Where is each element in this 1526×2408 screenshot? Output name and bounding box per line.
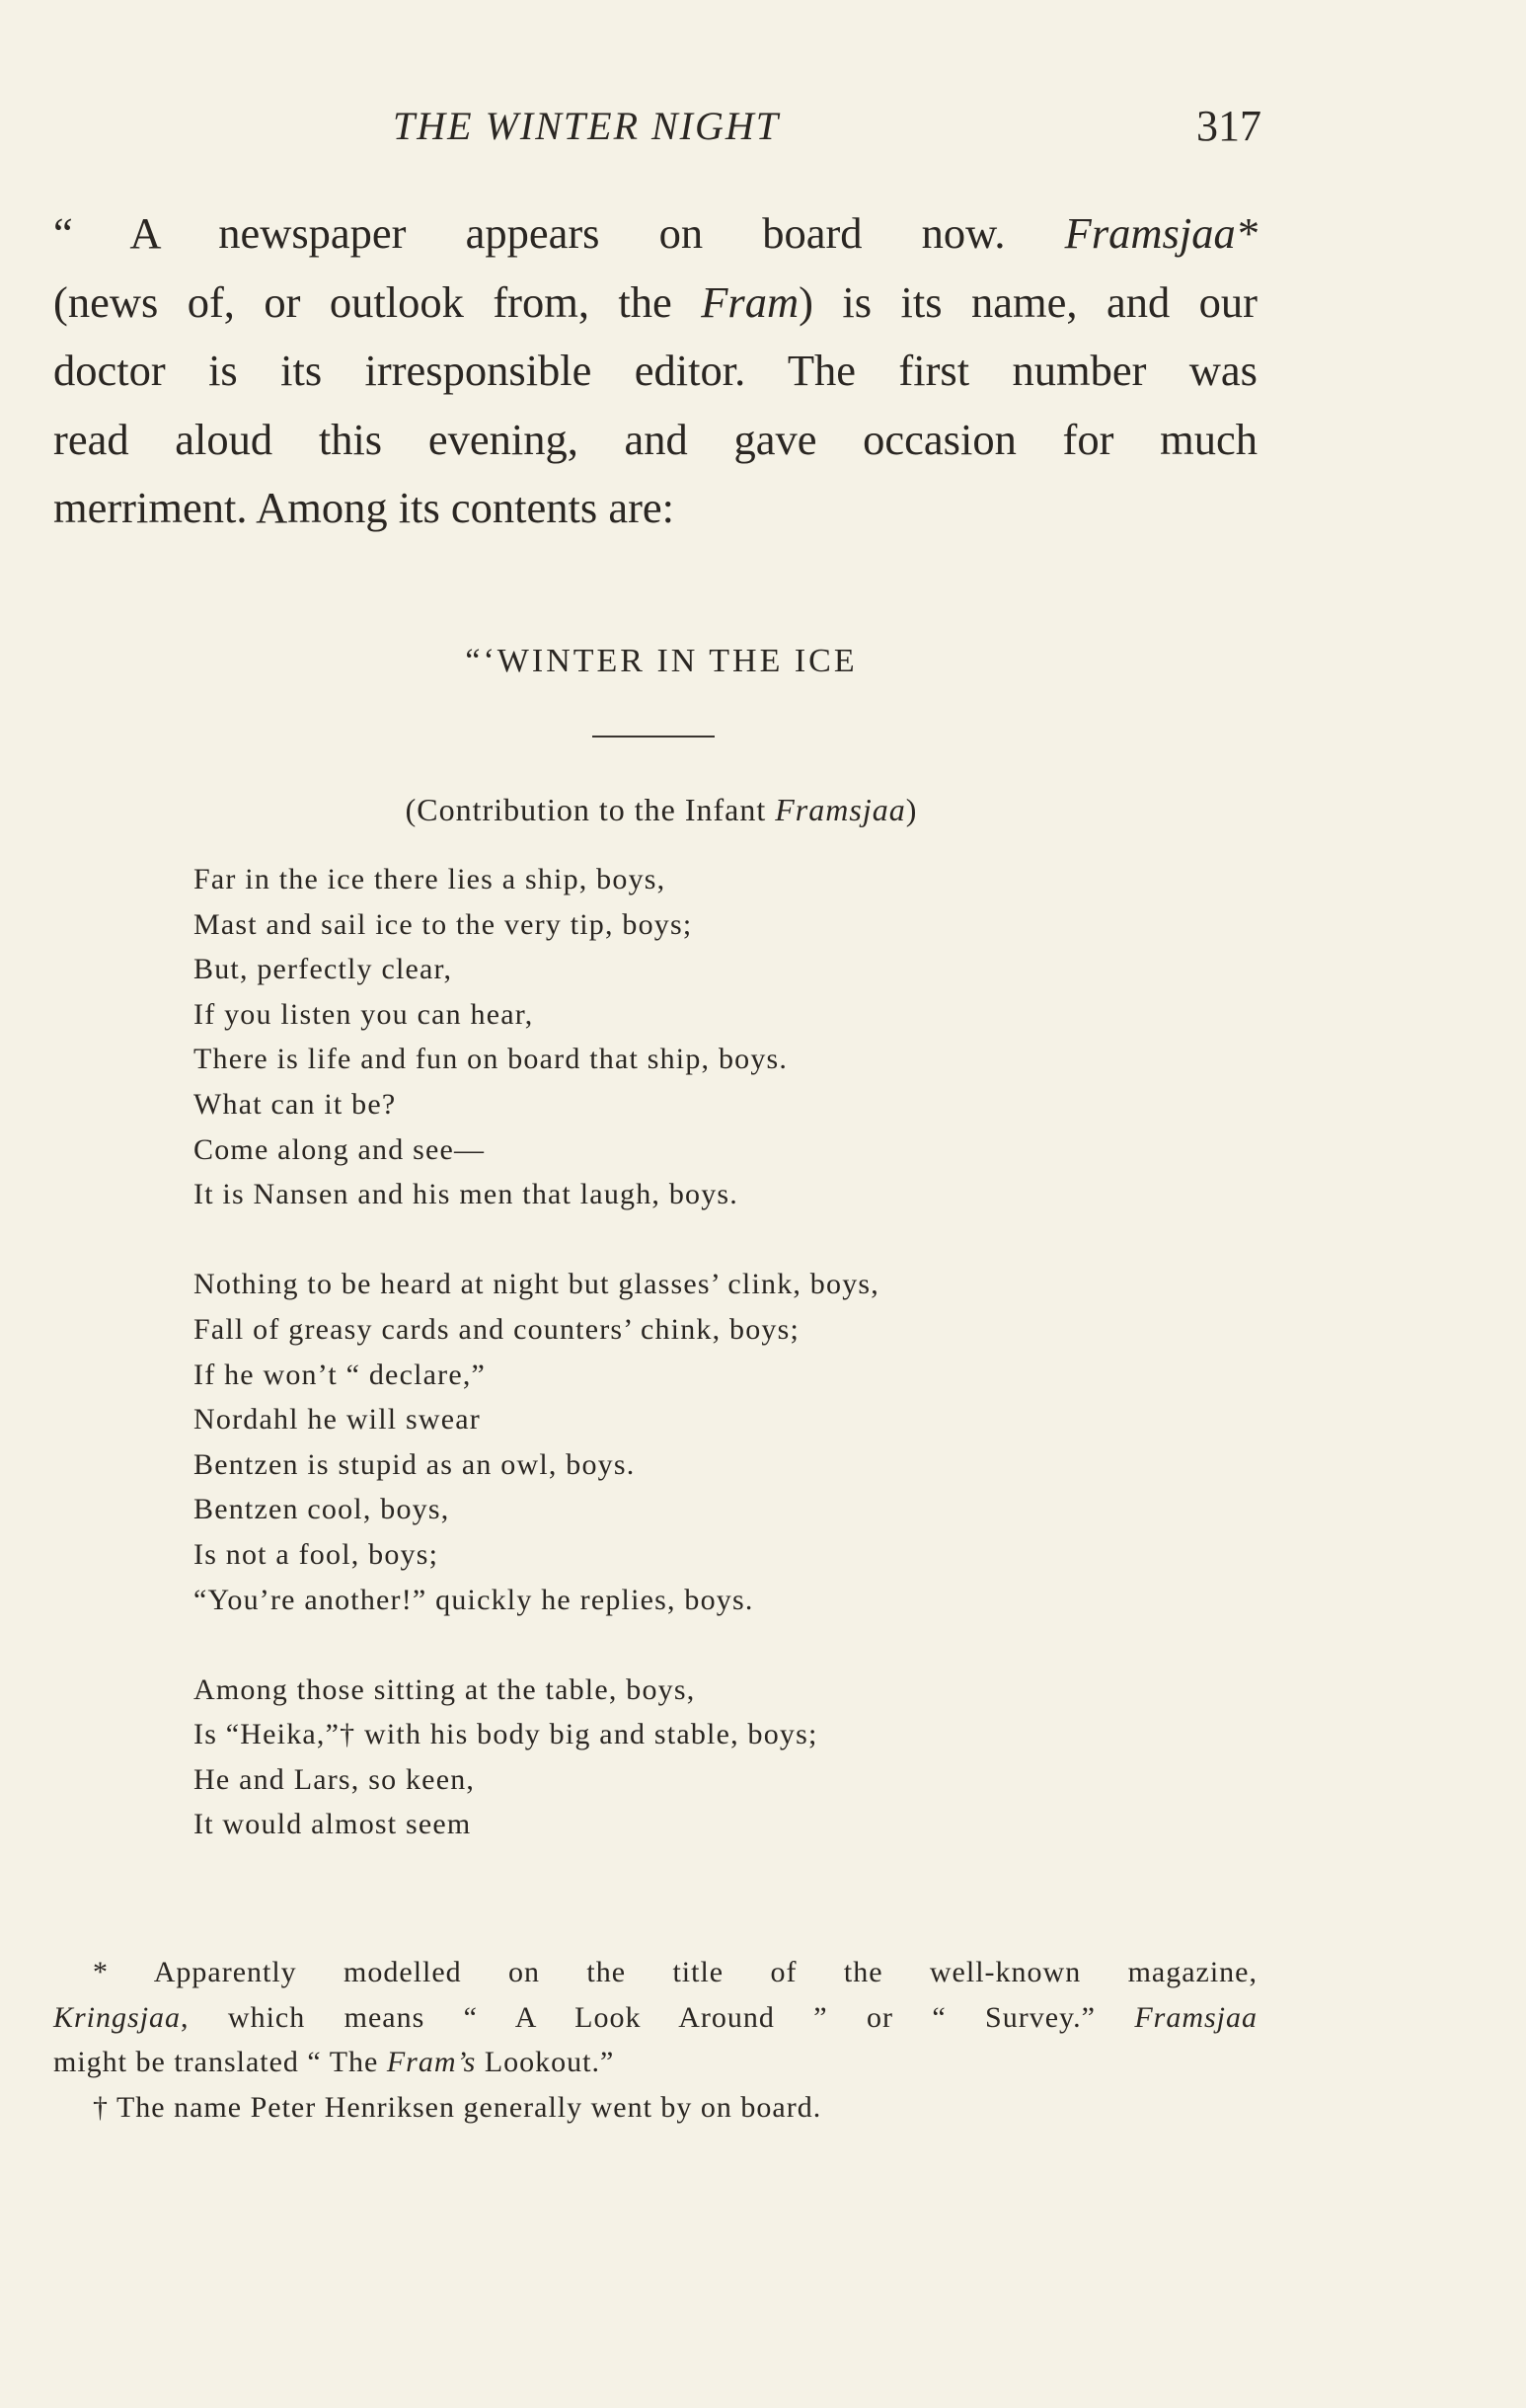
running-head	[0, 97, 1526, 156]
footnote-1-line: Kringsjaa, which means “ A Look Around ” or “ Survey.” Framsjaa	[53, 2000, 1258, 2034]
intro-line: (news of, or outlook from, the Fram) is its name, and our	[53, 276, 1258, 327]
intro-line: doctor is its irresponsible editor. The first number was	[53, 346, 1258, 395]
frams-italic: Fram’s	[386, 2046, 477, 2079]
poem-line: If he won’t “ declare,”	[193, 1358, 487, 1391]
kringsjaa-italic: Kringsjaa	[53, 2000, 182, 2034]
framsjaa-italic: Framsjaa*	[1064, 208, 1258, 258]
poem-line: Mast and sail ice to the very tip, boys;	[193, 907, 693, 941]
poem-line: Is “Heika,”† with his body big and stable, boys;	[193, 1718, 818, 1751]
poem-line: Nothing to be heard at night but glasses’ clink, boys,	[193, 1268, 879, 1301]
poem-line: Bentzen is stupid as an owl, boys.	[193, 1447, 636, 1481]
poem-line: But, perfectly clear,	[193, 953, 453, 986]
stanza-2	[193, 1262, 1279, 1622]
poem-line: Far in the ice there lies a ship, boys,	[193, 863, 666, 895]
poem-line: Among those sitting at the table, boys,	[193, 1672, 696, 1706]
footnote-1-line: might be translated “ The Fram’s Lookout.”	[53, 2046, 615, 2079]
title-rule	[592, 736, 715, 738]
poem-line: Is not a fool, boys;	[193, 1537, 439, 1571]
poem-line: Nordahl he will swear	[193, 1403, 481, 1437]
footnotes	[53, 1950, 1258, 2130]
poem-body	[193, 857, 1279, 1893]
poem-line: He and Lars, so keen,	[193, 1762, 476, 1796]
intro-line: “ A newspaper appears on board now. Framsjaa*	[53, 208, 1258, 258]
poem-line: It is Nansen and his men that laugh, boys.	[193, 1178, 738, 1211]
intro-line: merriment. Among its contents are:	[53, 483, 675, 532]
intro-line: read aloud this evening, and gave occasion for much	[53, 414, 1258, 464]
stanza-3	[193, 1668, 1279, 1847]
intro-paragraph	[53, 199, 1258, 543]
poem-line: There is life and fun on board that ship, boys.	[193, 1043, 789, 1076]
poem-line: Fall of greasy cards and counters’ chink, boys;	[193, 1312, 801, 1346]
framsjaa-italic: Framsjaa	[1134, 2000, 1258, 2034]
poem-title: “‘WINTER IN THE ICE	[465, 643, 858, 679]
poem-subtitle: (Contribution to the Infant Framsjaa)	[405, 792, 918, 827]
subtitle-italic: Framsjaa	[775, 792, 906, 827]
poem-line: Come along and see—	[193, 1132, 486, 1166]
poem-line: It would almost seem	[193, 1808, 472, 1841]
footnote-2: † The name Peter Henriksen generally went by on board.	[93, 2090, 822, 2124]
poem-line: If you listen you can hear,	[193, 997, 534, 1031]
fram-italic: Fram	[701, 276, 800, 327]
footnote-1-line: * Apparently modelled on the title of the well-known magazine,	[93, 1956, 1258, 1988]
page-number: 317	[1196, 102, 1261, 150]
poem-line: Bentzen cool, boys,	[193, 1493, 450, 1526]
poem-line: “You’re another!” quickly he replies, boys.	[193, 1583, 754, 1616]
running-title: THE WINTER NIGHT	[393, 104, 781, 148]
poem-line: What can it be?	[193, 1087, 397, 1121]
stanza-1	[193, 857, 1279, 1217]
